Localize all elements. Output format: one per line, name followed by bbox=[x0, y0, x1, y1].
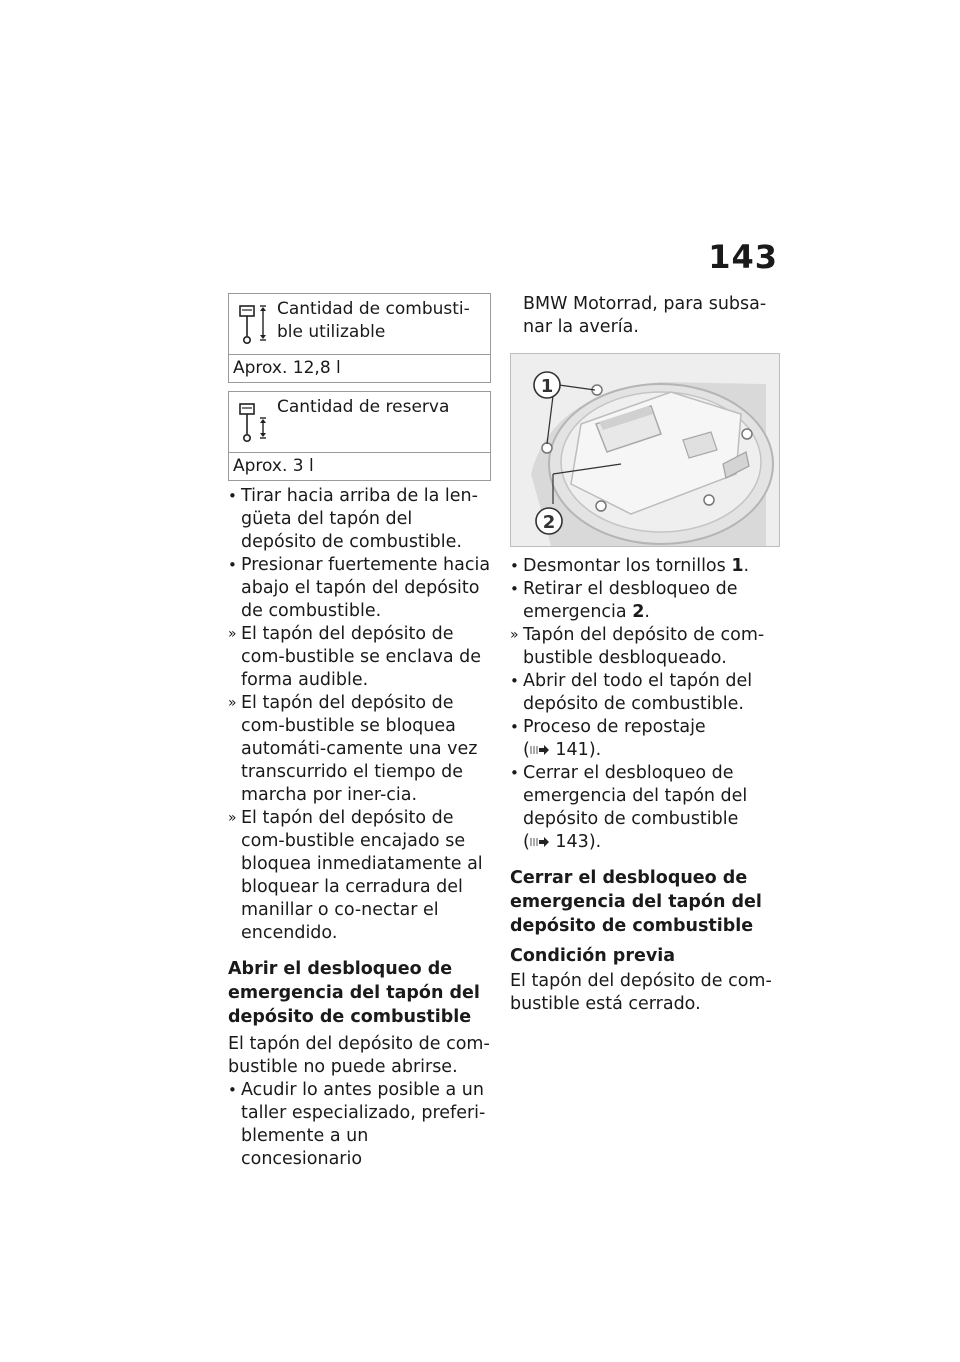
section-heading: Abrir el desbloqueo de emergencia del tapón del depósito de combustible bbox=[228, 959, 480, 1027]
list-item: • Retirar el desbloqueo de emergencia 2. bbox=[510, 579, 738, 622]
left-column bbox=[228, 293, 491, 1171]
fuel-pump-icon bbox=[237, 398, 269, 446]
spec-table-usable-fuel bbox=[228, 293, 491, 383]
section-heading: Cerrar el desbloqueo de emergencia del tapón del depósito de combustible bbox=[510, 868, 762, 936]
result-item: » El tapón del depósito de com-bustible se bloquea automáti-camente una vez transcurrido el tiempo de marcha por iner-cia. bbox=[228, 693, 478, 805]
spec-label-line: ble utilizable bbox=[277, 322, 386, 342]
page-reference[interactable]: 143 bbox=[555, 832, 589, 852]
list-item: • Cerrar el desbloqueo de emergencia del tapón del depósito de combustible ( 143). bbox=[510, 763, 748, 852]
page-reference-arrow-icon bbox=[530, 835, 550, 849]
list-item: • Desmontar los tornillos 1. bbox=[510, 556, 750, 576]
fuel-pump-icon bbox=[237, 300, 269, 348]
page-number: 143 bbox=[708, 238, 778, 276]
step-list bbox=[228, 485, 491, 945]
step-list bbox=[510, 555, 780, 854]
list-item: • Presionar fuertemente hacia abajo el tapón del depósito de combustible. bbox=[228, 555, 491, 621]
page-reference[interactable]: 141 bbox=[555, 740, 589, 760]
result-item: » El tapón del depósito de com-bustible se enclava de forma audible. bbox=[228, 624, 482, 690]
callout-2: 2 bbox=[542, 512, 556, 533]
spec-value: Aprox. 12,8 l bbox=[233, 358, 341, 378]
fuel-cap-illustration bbox=[510, 353, 780, 547]
list-item: • Proceso de repostaje ( 141). bbox=[510, 717, 706, 760]
page-reference-arrow-icon bbox=[530, 743, 550, 757]
subsection-heading: Condición previa bbox=[510, 946, 676, 966]
list-item: • Abrir del todo el tapón del depósito de combustible. bbox=[510, 671, 753, 714]
paragraph: El tapón del depósito de com-bustible está cerrado. bbox=[510, 971, 772, 1014]
right-column bbox=[510, 293, 780, 1016]
spec-label: Cantidad de reserva bbox=[277, 397, 450, 417]
spec-header bbox=[229, 392, 490, 453]
spec-header bbox=[229, 294, 490, 355]
list-item: • Tirar hacia arriba de la len-güeta del tapón del depósito de combustible. bbox=[228, 486, 478, 552]
spec-value: Aprox. 3 l bbox=[233, 456, 314, 476]
result-item: » Tapón del depósito de com-bustible desbloqueado. bbox=[510, 625, 765, 668]
paragraph: El tapón del depósito de com-bustible no puede abrirse. bbox=[228, 1034, 490, 1077]
spec-table-reserve bbox=[228, 391, 491, 481]
callout-1: 1 bbox=[540, 376, 554, 397]
result-item: » El tapón del depósito de com-bustible encajado se bloquea inmediatamente al bloquear la cerradura del manillar o co-nectar el encendido. bbox=[228, 808, 483, 943]
fuel-cap-drawing bbox=[511, 354, 779, 546]
paragraph-continuation: BMW Motorrad, para subsa-nar la avería. bbox=[523, 294, 767, 337]
spec-label-line: Cantidad de combusti- bbox=[277, 299, 470, 319]
list-item: • Acudir lo antes posible a un taller especializado, preferi-blemente a un concesionario bbox=[228, 1080, 486, 1169]
